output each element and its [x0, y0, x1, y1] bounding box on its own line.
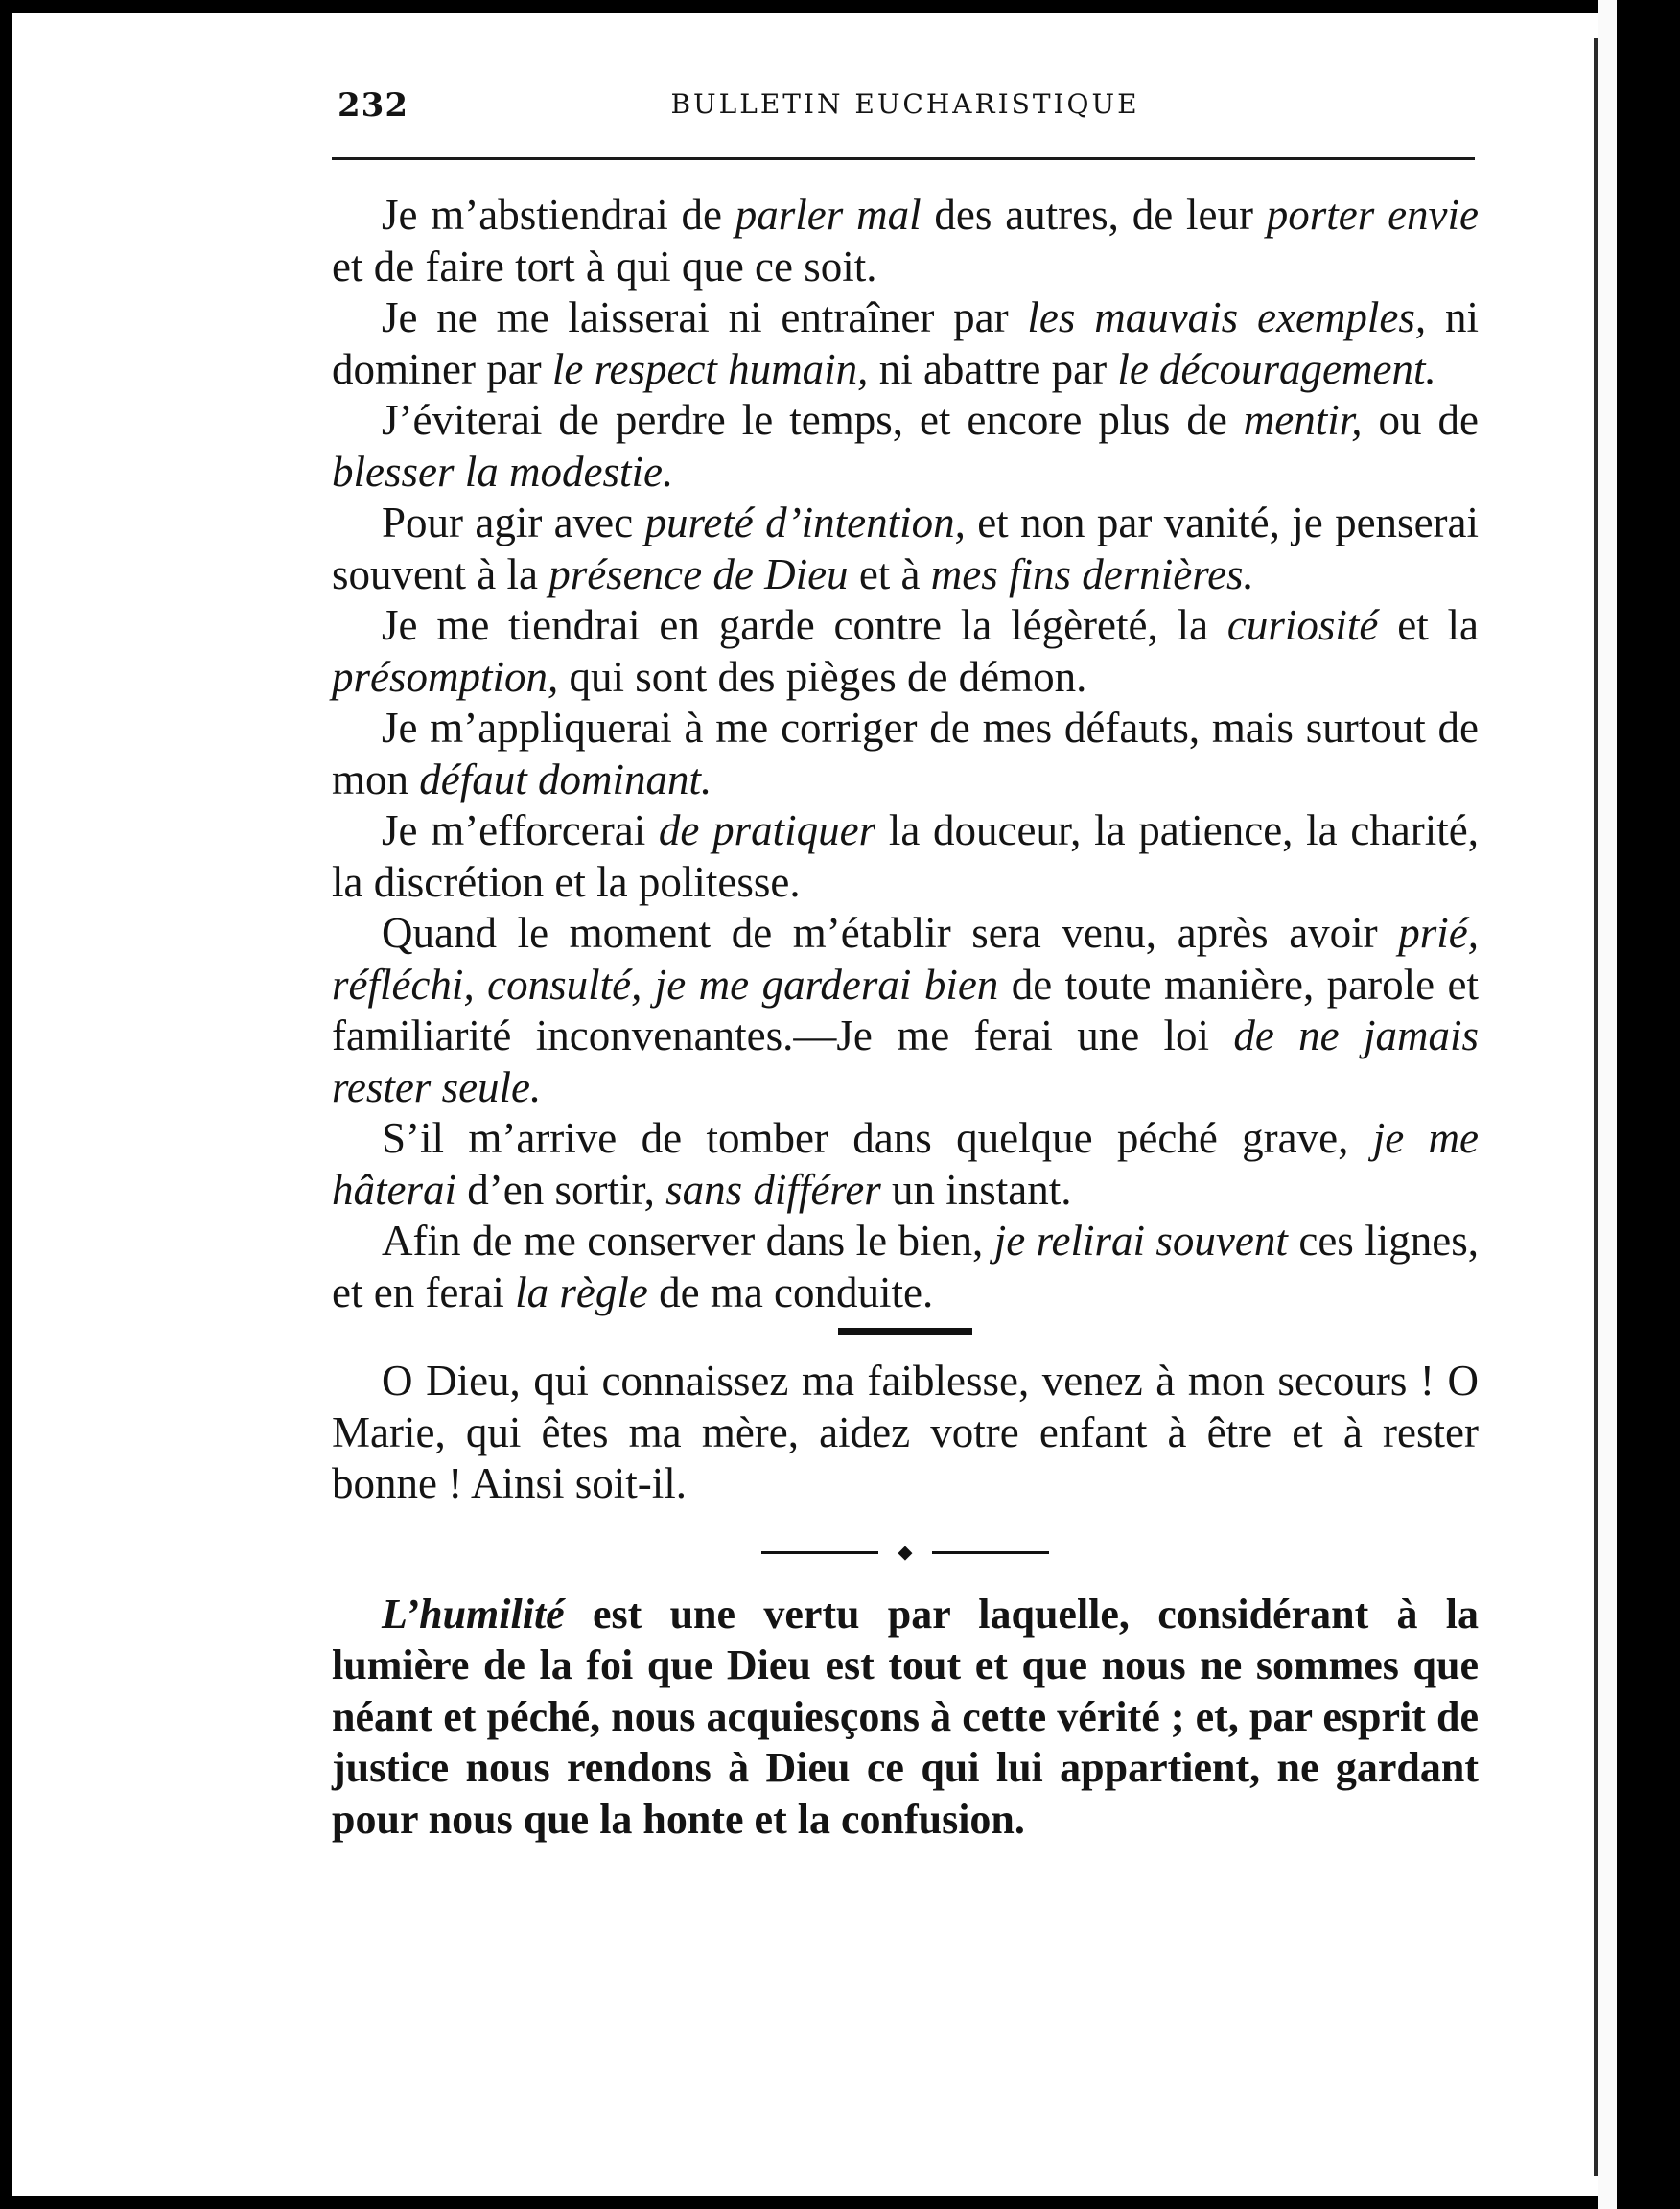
paragraph: Je m’efforcerai de pratiquer la douceur, la patience, la charité, la discrétion et la politesse.: [332, 806, 1479, 906]
page-header: [332, 77, 1479, 136]
scan-border-right: [1617, 0, 1680, 2209]
paragraph: Afin de me conserver dans le bien, je relirai souvent ces lignes, et en ferai la règle de ma conduite.: [332, 1217, 1479, 1316]
header-rule: [332, 157, 1475, 160]
humility-definition: [332, 1589, 1479, 1846]
diamond-ornament-icon: ⬥: [898, 1539, 913, 1564]
definition-text: L’humilité est une vertu par laquelle, considérant à la lumière de la foi que Dieu est tout et que nous ne sommes que néant et péché, nous acquiesçons à cette vérité ; et, par esprit de justice nous rendons à Dieu ce qui lui appartient, ne gardant pour nous que la honte et la confusion.: [332, 1590, 1479, 1843]
section-divider-bar: [838, 1328, 972, 1335]
paragraph: Pour agir avec pureté d’intention, et non par vanité, je penserai souvent à la présence de Dieu et à mes fins dernières.: [332, 499, 1480, 598]
paragraph: Je m’abstiendrai de parler mal des autres, de leur porter envie et de faire tort à qui que ce soit.: [332, 191, 1479, 291]
scan-border-left: [0, 0, 12, 2209]
definition-term: L’humilité: [382, 1590, 565, 1638]
paragraph: S’il m’arrive de tomber dans quelque péché grave, je me hâterai d’en sortir, sans différer un instant.: [332, 1114, 1479, 1214]
paragraph: Je me tiendrai en garde contre la légèreté, la curiosité et la présomption, qui sont des pièges de démon.: [332, 601, 1480, 701]
running-title: BULLETIN EUCHARISTIQUE: [670, 88, 1140, 120]
fleuron-line-right: [932, 1551, 1049, 1554]
fleuron-divider: [761, 1541, 1049, 1564]
resolutions-text: [332, 190, 1479, 1845]
paragraph: Je m’appliquerai à me corriger de mes défauts, mais surtout de mon défaut dominant.: [332, 704, 1479, 803]
paragraph: J’éviterai de perdre le temps, et encore plus de mentir, ou de blesser la modestie.: [332, 396, 1479, 496]
book-spine-line: [1594, 38, 1598, 2176]
scan-border-bottom: [0, 2196, 1680, 2209]
scan-border-top: [0, 0, 1680, 13]
fleuron-line-left: [761, 1551, 878, 1554]
paragraph: Quand le moment de m’établir sera venu, après avoir prié, réfléchi, consulté, je me garderai bien de toute manière, parole et familiarité inconvenantes.—Je me ferai une loi de ne jamais rester seule.: [332, 909, 1479, 1111]
book-page: [332, 77, 1480, 1843]
prayer-text: O Dieu, qui connaissez ma faiblesse, venez à mon secours ! O Marie, qui êtes ma mère, aidez votre enfant à être et à rester bonne ! Ainsi soit-il.: [332, 1357, 1479, 1507]
page-edge: [1598, 0, 1617, 2209]
paragraph: Je ne me laisserai ni entraîner par les mauvais exemples, ni dominer par le respect humain, ni abattre par le découragement.: [332, 293, 1479, 393]
prayer: [332, 1356, 1479, 1510]
page-number: 232: [338, 86, 408, 125]
